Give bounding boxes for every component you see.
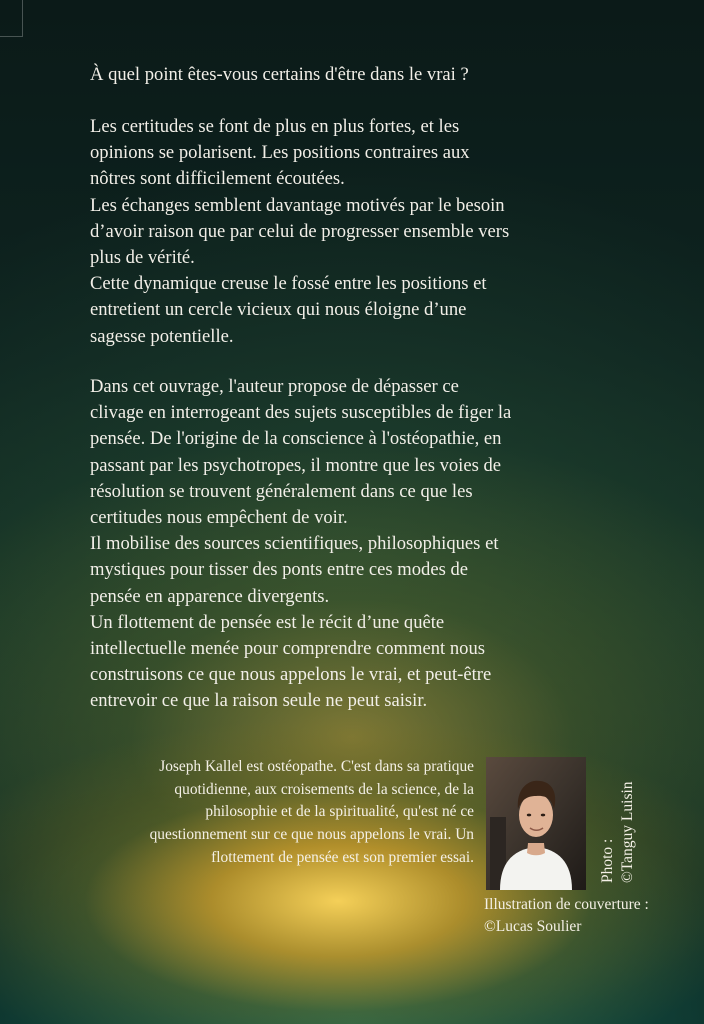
text-line: nôtres sont difficilement écoutées. [90,168,345,190]
text-line: clivage en interrogeant des sujets susceptibles de figer la [90,402,512,424]
blurb-paragraph-2 [90,374,590,715]
bio-line: philosophie et de la spiritualité, qu'est né ce [205,803,474,821]
text-line: pensée en apparence divergents. [90,585,330,607]
illustration-credit-name: ©Lucas Soulier [484,918,582,935]
bio-line: Joseph Kallel est ostéopathe. C'est dans sa pratique [159,758,474,775]
illustration-credit [484,894,694,938]
text-line: Un flottement de pensée est le récit d’une quête [90,611,445,633]
photo-credit [598,743,638,883]
text-line: d’avoir raison que par celui de progresser ensemble vers [90,220,510,242]
text-line: certitudes nous empêchent de voir. [90,507,348,529]
crop-mark [0,0,23,37]
text-line: Les échanges semblent davantage motivés par le besoin [90,194,505,216]
bio-line: flottement de pensée est son premier essai. [211,848,474,866]
illustration-credit-label: Illustration de couverture : [484,896,649,913]
text-line: entretient un cercle vicieux qui nous éloigne d’une [90,299,467,321]
text-line: pensée. De l'origine de la conscience à l'ostéopathie, en [90,428,502,450]
photo-credit-name: ©Tanguy Luisin [619,781,636,883]
text-line: Les certitudes se font de plus en plus fortes, et les [90,116,460,137]
tagline-question [90,62,590,88]
question-text: À quel point êtes-vous certains d'être dans le vrai ? [90,64,469,85]
bio-line: questionnement sur ce que nous appelons le vrai. Un [149,826,474,844]
text-line: construisons ce que nous appelons le vrai, et peut-être [90,664,492,686]
text-line: passant par les psychotropes, il montre que les voies de [90,454,502,476]
blurb-paragraph-1 [90,114,590,350]
photo-credit-label: Photo : [599,838,616,883]
text-line: Il mobilise des sources scientifiques, philosophiques et [90,533,499,555]
text-line: plus de vérité. [90,247,195,269]
author-photo [486,757,586,890]
text-line: résolution se trouvent généralement dans ce que les [90,480,473,502]
text-line: Dans cet ouvrage, l'auteur propose de dépasser ce [90,376,459,397]
text-line: mystiques pour tisser des ponts entre ces modes de [90,559,469,581]
text-line: opinions se polarisent. Les positions contraires aux [90,142,470,164]
text-line: intellectuelle menée pour comprendre comment nous [90,638,485,660]
text-line: entrevoir ce que la raison seule ne peut saisir. [90,690,428,712]
author-bio [96,756,474,870]
bio-line: quotidienne, aux croisements de la science, de la [174,780,474,798]
text-line: Cette dynamique creuse le fossé entre les positions et [90,273,487,295]
text-line: sagesse potentielle. [90,325,234,347]
